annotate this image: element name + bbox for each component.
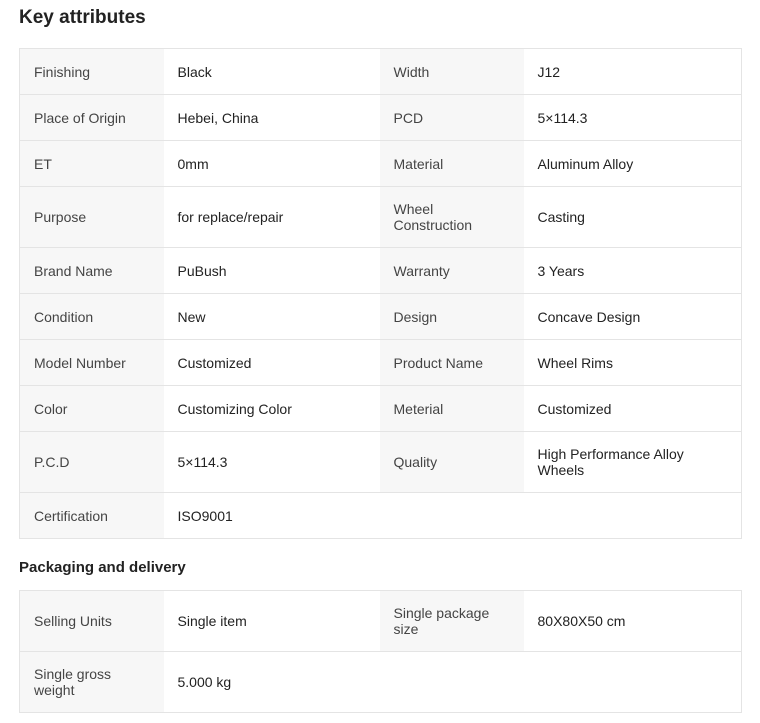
attribute-label: PCD: [380, 95, 524, 141]
attribute-value: Casting: [524, 187, 742, 248]
attribute-value: Aluminum Alloy: [524, 141, 742, 187]
attribute-value: 5×114.3: [164, 432, 380, 493]
table-row: [20, 294, 742, 340]
table-row: [20, 652, 742, 713]
attribute-label: ET: [20, 141, 164, 187]
table-row: [20, 141, 742, 187]
attribute-label: Single gross weight: [20, 652, 164, 713]
table-row: [20, 340, 742, 386]
table-row: [20, 49, 742, 95]
table-row: [20, 187, 742, 248]
attribute-label: Quality: [380, 432, 524, 493]
attribute-value: Concave Design: [524, 294, 742, 340]
attribute-value: Customizing Color: [164, 386, 380, 432]
empty-cell: [524, 652, 742, 713]
attribute-label: Place of Origin: [20, 95, 164, 141]
key-attributes-title: Key attributes: [19, 7, 146, 28]
attribute-label: Single package size: [380, 591, 524, 652]
attribute-label: Design: [380, 294, 524, 340]
attribute-value: Wheel Rims: [524, 340, 742, 386]
attribute-label: Model Number: [20, 340, 164, 386]
attribute-label: Material: [380, 141, 524, 187]
attribute-value: Hebei, China: [164, 95, 380, 141]
attribute-value: 0mm: [164, 141, 380, 187]
attribute-value: 5.000 kg: [164, 652, 380, 713]
attribute-label: Wheel Construction: [380, 187, 524, 248]
attribute-label: Selling Units: [20, 591, 164, 652]
packaging-table: [19, 590, 742, 713]
attribute-label: Brand Name: [20, 248, 164, 294]
table-row: [20, 95, 742, 141]
attribute-value: for replace/repair: [164, 187, 380, 248]
attribute-value: New: [164, 294, 380, 340]
attribute-label: Width: [380, 49, 524, 95]
attribute-value: PuBush: [164, 248, 380, 294]
attribute-value: 5×114.3: [524, 95, 742, 141]
attribute-label: Certification: [20, 493, 164, 539]
empty-cell: [380, 493, 524, 539]
empty-cell: [524, 493, 742, 539]
attribute-label: Finishing: [20, 49, 164, 95]
table-row: [20, 248, 742, 294]
attribute-value: 3 Years: [524, 248, 742, 294]
table-row: [20, 386, 742, 432]
attribute-value: Black: [164, 49, 380, 95]
packaging-delivery-title: Packaging and delivery: [19, 559, 186, 576]
table-row: [20, 493, 742, 539]
attribute-value: 80X80X50 cm: [524, 591, 742, 652]
attribute-value: Single item: [164, 591, 380, 652]
attribute-label: Color: [20, 386, 164, 432]
table-row: [20, 432, 742, 493]
attribute-label: Warranty: [380, 248, 524, 294]
key-attributes-table: [19, 48, 742, 539]
attribute-value: High Performance Alloy Wheels: [524, 432, 742, 493]
attribute-label: Condition: [20, 294, 164, 340]
table-row: [20, 591, 742, 652]
attribute-value: J12: [524, 49, 742, 95]
attribute-label: Purpose: [20, 187, 164, 248]
attribute-label: Product Name: [380, 340, 524, 386]
attribute-value: Customized: [164, 340, 380, 386]
attribute-label: P.C.D: [20, 432, 164, 493]
attribute-value: ISO9001: [164, 493, 380, 539]
attribute-label: Meterial: [380, 386, 524, 432]
empty-cell: [380, 652, 524, 713]
attribute-value: Customized: [524, 386, 742, 432]
